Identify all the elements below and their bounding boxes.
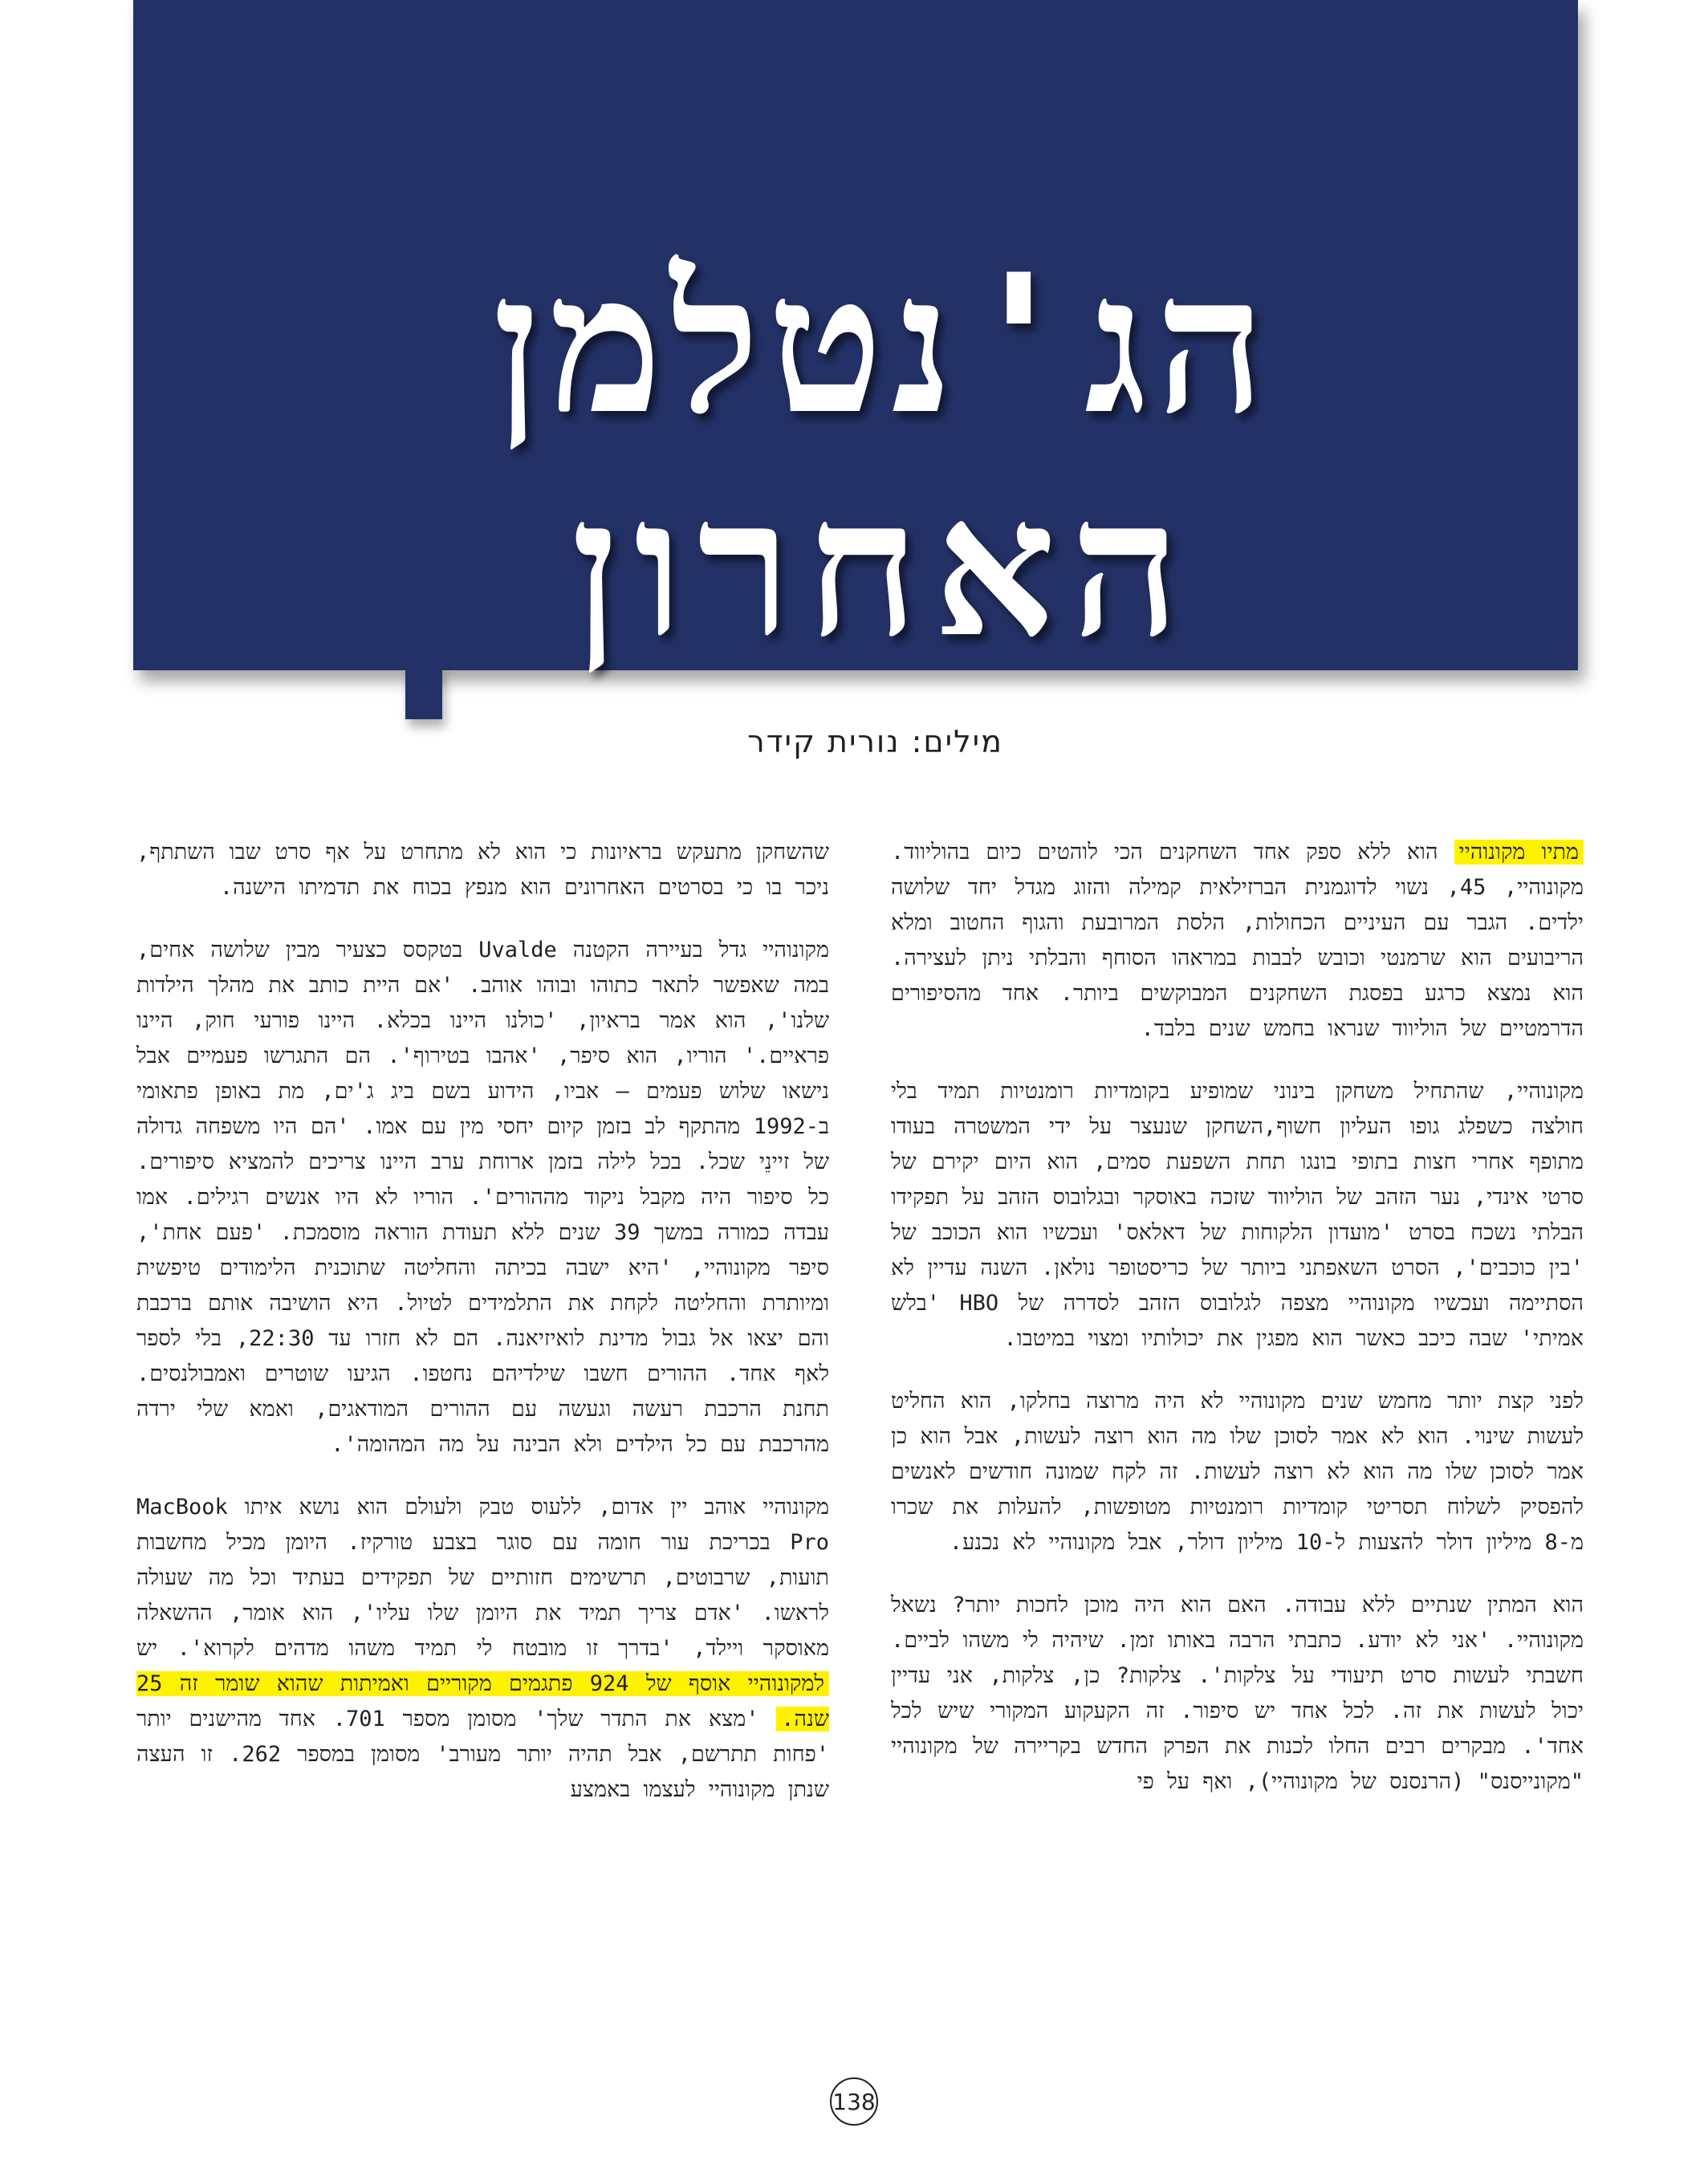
paragraph-text: 'מצא את התדר שלך' מסומן מספר 701. אחד מהישנים יותר 'פחות תתרשם, אבל תהיה יותר מעורב' מסומן במספר 262. זו העצה שנתן מקונוהיי לעצמו באמצע xyxy=(136,1707,829,1802)
title-banner-tab xyxy=(405,665,442,719)
paragraph: מקונוהיי גדל בעיירה הקטנה Uvalde בטקסס כצעיר מבין שלושה אחים, במה שאפשר לתאר כתוהו ובוהו אוהב. 'אם היית כותב את מהלך הילדות שלנו', הוא אמר בראיון, 'כולנו היינו בכלא. היינו פורעי חוק, היינו פראיים.' הוריו, הוא סיפר, 'אהבו בטירוף'. הם התגרשו פעמיים אבל נישאו שלוש פעמים – אביו, הידוע בשם ביג ג'ים, מת באופן פתאומי ב-1992 מהתקף לב בזמן קיום יחסי מין עם אמו. 'הם היו משפחה גדולה של זיינֵי שכל. בכל לילה בזמן ארוחת ערב היינו צריכים להמציא סיפורים. כל סיפור היה מקבל ניקוד מההורים'. הוריו לא היו אנשים רגילים. אמו עבדה כמורה במשך 39 שנים ללא תעודת הוראה מוסמכת. 'פעם אחת', סיפר מקונוהיי, 'היא ישבה בכיתה והחליטה שתוכנית הלימודים טיפשית ומיותרת והחליטה לקחת את התלמידים לטיול. היא הושיבה אותם ברכבת והם יצאו אל גבול מדינת לואיזיאנה. הם לא חזרו עד 22:30, בלי לספר לאף אחד. ההורים חשבו שילדיהם נחטפו. הגיעו שוטרים ואמבולנסים. תחנת הרכבת רעשה וגעשה עם ההורים המודאגים, ואמא שלי ירדה מהרכבת עם כל הילדים ולא הבינה על מה המהומה'. xyxy=(136,938,830,1457)
paragraph xyxy=(891,835,1584,1047)
paragraph-text: מקונוהיי אוהב יין אדום, ללעוס טבק ולעולם הוא נושא איתו MacBook Pro בכריכת עור חומה עם סוגר בצבע טורקיז. היומן מכיל מחשבות תועות, שרבוטים, תרשימים חזותיים של תפקידים בעתיד וכל מה שעולה לראשו. 'אדם צריך תמיד את היומן שלו עליו', הוא אומר, ההשאלה מאוסקר ויילד, 'בדרך זו מובטח לי תמיד משהו מדהים לקרוא'. יש xyxy=(136,1495,829,1661)
article-title-line-2: האחרון xyxy=(571,458,1195,680)
paragraph-text: הוא ללא ספק אחד השחקנים הכי לוהטים כיום בהוליווד. מקונוהיי, 45, נשוי לדוגמנית הברזילאית קמילה והזוג מגדל יחד שלושה ילדים. הגבר עם העיניים הכחולות, הלסת המרובעת והגוף החטוב ומלא הריבועים הוא שרמנטי וכובש לבבות במראהו הסוחף והבלתי ניתן לעצירה. הוא נמצא כרגע בפסגת השחקנים המבוקשים ביותר. אחד מהסיפורים הדרמטיים של הוליווד שנראו בחמש שנים בלבד. xyxy=(891,840,1584,1041)
paragraph: שהשחקן מתעקש בראיונות כי הוא לא מתחרט על אף סרט שבו השתתף, ניכר בו כי בסרטים האחרונים הוא מנפץ בכוח את תדמיתו הישנה. xyxy=(136,840,829,900)
article-column-right xyxy=(891,835,1584,1827)
page-number: 138 xyxy=(830,2077,878,2126)
paragraph: הוא המתין שנתיים ללא עבודה. האם הוא היה מוכן לחכות יותר? נשאל מקונוהיי. 'אני לא יודע. כתבתי הרבה באותו זמן. שיהיה לי משהו לביים. חשבתי לעשות סרט תיעודי על צלקות'. צלקות? כן, צלקות, אני עדיין יכול לעשות את זה. לכל אחד יש סיפור. זה הקעקוע המקורי שיש לכל אחד'. מבקרים רבים החלו לכנות את הפרק החדש בקריירה של מקונוהיי "מקונייסנס" (הרנסנס של מקונוהיי), ואף על פי xyxy=(891,1593,1584,1794)
article-title-line-1: הג'נטלמן xyxy=(492,234,1274,457)
highlighted-quote: למקונוהיי אוסף של 924 פתגמים מקוריים ואמיתות שהוא שומר זה 25 שנה. xyxy=(136,1671,829,1731)
paragraph: מקונוהיי, שהתחיל משחקן בינוני שמופיע בקומדיות רומנטיות תמיד בלי חולצה כשפלג גופו העליון חשוף,השחקן שנעצר על ידי המשטרה בעודו מתופף אחרי חצות בתופי בונגו תחת השפעת סמים, הוא היום יקירם של סרטי אינדי, נער הזהב של הוליווד שזכה באוסקר ובגלובוס הזהב על תפקידו הבלתי נשכח בסרט 'מועדון הלקוחות של דאלאס' ועכשיו הוא הכוכב של 'בין כוכבים', הסרט השאפתני ביותר של כריסטופר נולאן. השנה עדיין לא הסתיימה ועכשיו מקונוהיי מצפה לגלובוס הזהב לסדרה של HBO 'בלש אמיתי' שבה כיכב כאשר הוא מפגין את יכולותיו ומצוי במיטבו. xyxy=(891,1079,1584,1351)
article-column-left xyxy=(136,835,829,1835)
byline: מילים: נורית קידר xyxy=(747,724,1003,759)
highlighted-name: מתיו מקונוהיי xyxy=(1454,840,1584,865)
paragraph xyxy=(136,1490,829,1808)
paragraph: לפני קצת יותר מחמש שנים מקונוהיי לא היה מרוצה בחלקו, הוא החליט לעשות שינוי. הוא לא אמר לסוכן שלו מה הוא רוצה לעשות, אבל הוא כן אמר לסוכן שלו מה הוא לא רוצה לעשות. זה לקח שמונה חודשים לאנשים להפסיק לשלוח תסריטי קומדיות רומנטיות מטופשות, להעלות את שכרו מ-8 מיליון דולר להצעות ל-10 מיליון דולר, אבל מקונוהיי לא נכנע. xyxy=(891,1389,1584,1555)
